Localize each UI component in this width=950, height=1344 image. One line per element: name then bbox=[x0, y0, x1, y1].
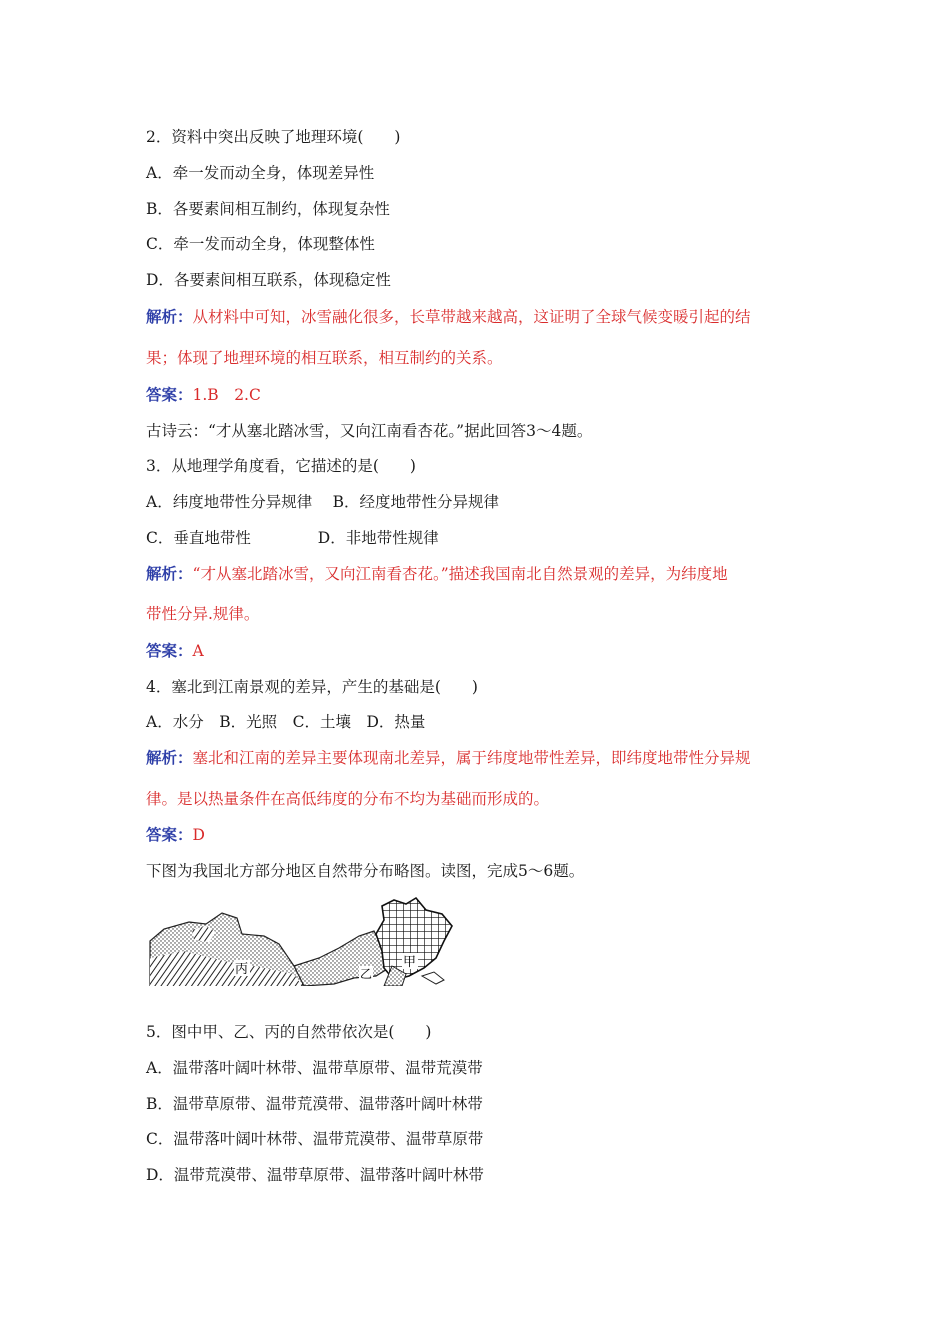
analysis-label: 解析： bbox=[146, 748, 193, 767]
natural-zone-map bbox=[144, 896, 456, 986]
map-intro: 下图为我国北方部分地区自然带分布略图。读图，完成5～6题。 bbox=[146, 862, 585, 880]
answer-label: 答案： bbox=[146, 641, 193, 660]
analysis-text: “才从塞北踏冰雪，又向江南看杏花。”描述我国南北自然景观的差异，为纬度地 bbox=[192, 565, 728, 583]
label-jia: 甲 bbox=[403, 955, 417, 970]
q4-stem: 4．塞北到江南景观的差异，产生的基础是( ) bbox=[146, 678, 478, 696]
q5-option-a: A．温带落叶阔叶林带、温带草原带、温带荒漠带 bbox=[146, 1059, 483, 1077]
answer-value: 1.B 2.C bbox=[192, 386, 261, 404]
q3-answer bbox=[146, 641, 204, 661]
analysis-label: 解析： bbox=[146, 307, 193, 326]
answer-label: 答案： bbox=[146, 825, 193, 844]
q2-analysis-cont: 果；体现了地理环境的相互联系，相互制约的关系。 bbox=[146, 349, 503, 367]
q1-2-answer bbox=[146, 385, 261, 405]
q4-analysis-cont: 律。是以热量条件在高低纬度的分布不均为基础而形成的。 bbox=[146, 790, 550, 808]
answer-label: 答案： bbox=[146, 385, 193, 404]
q3-options-row1: A．纬度地带性分异规律 B．经度地带性分异规律 bbox=[146, 493, 500, 511]
q3-stem: 3．从地理学角度看，它描述的是( ) bbox=[146, 457, 416, 475]
q2-stem: 2．资料中突出反映了地理环境( ) bbox=[146, 128, 401, 146]
analysis-label: 解析： bbox=[146, 564, 193, 583]
label-yi: 乙 bbox=[360, 967, 373, 981]
q3-analysis bbox=[146, 564, 728, 584]
q5-option-d: D．温带荒漠带、温带草原带、温带落叶阔叶林带 bbox=[146, 1166, 484, 1184]
q4-answer bbox=[146, 825, 205, 845]
q5-option-c: C．温带落叶阔叶林带、温带荒漠带、温带草原带 bbox=[146, 1130, 484, 1148]
q4-options: A．水分 B．光照 C．土壤 D．热量 bbox=[146, 713, 426, 731]
q3-options-row2: C．垂直地带性 D．非地带性规律 bbox=[146, 529, 439, 547]
poem-intro: 古诗云：“才从塞北踏冰雪，又向江南看杏花。”据此回答3～4题。 bbox=[146, 422, 593, 440]
q2-option-c: C．牵一发而动全身，体现整体性 bbox=[146, 235, 375, 253]
analysis-text: 塞北和江南的差异主要体现南北差异，属于纬度地带性差异，即纬度地带性分异规 bbox=[192, 749, 751, 767]
q2-option-b: B．各要素间相互制约，体现复杂性 bbox=[146, 200, 390, 218]
q2-analysis bbox=[146, 307, 751, 327]
q2-option-a: A．牵一发而动全身，体现差异性 bbox=[146, 164, 375, 182]
q4-analysis bbox=[146, 748, 751, 768]
label-bing: 丙 bbox=[235, 962, 249, 977]
analysis-text: 从材料中可知，冰雪融化很多，长草带越来越高，这证明了全球气候变暖引起的结 bbox=[192, 308, 751, 326]
q3-analysis-cont: 带性分异.规律。 bbox=[146, 605, 260, 623]
q5-option-b: B．温带草原带、温带荒漠带、温带落叶阔叶林带 bbox=[146, 1095, 483, 1113]
answer-value: D bbox=[192, 826, 205, 844]
q2-option-d: D．各要素间相互联系，体现稳定性 bbox=[146, 271, 391, 289]
answer-value: A bbox=[192, 642, 204, 660]
q5-stem: 5．图中甲、乙、丙的自然带依次是( ) bbox=[146, 1023, 432, 1041]
